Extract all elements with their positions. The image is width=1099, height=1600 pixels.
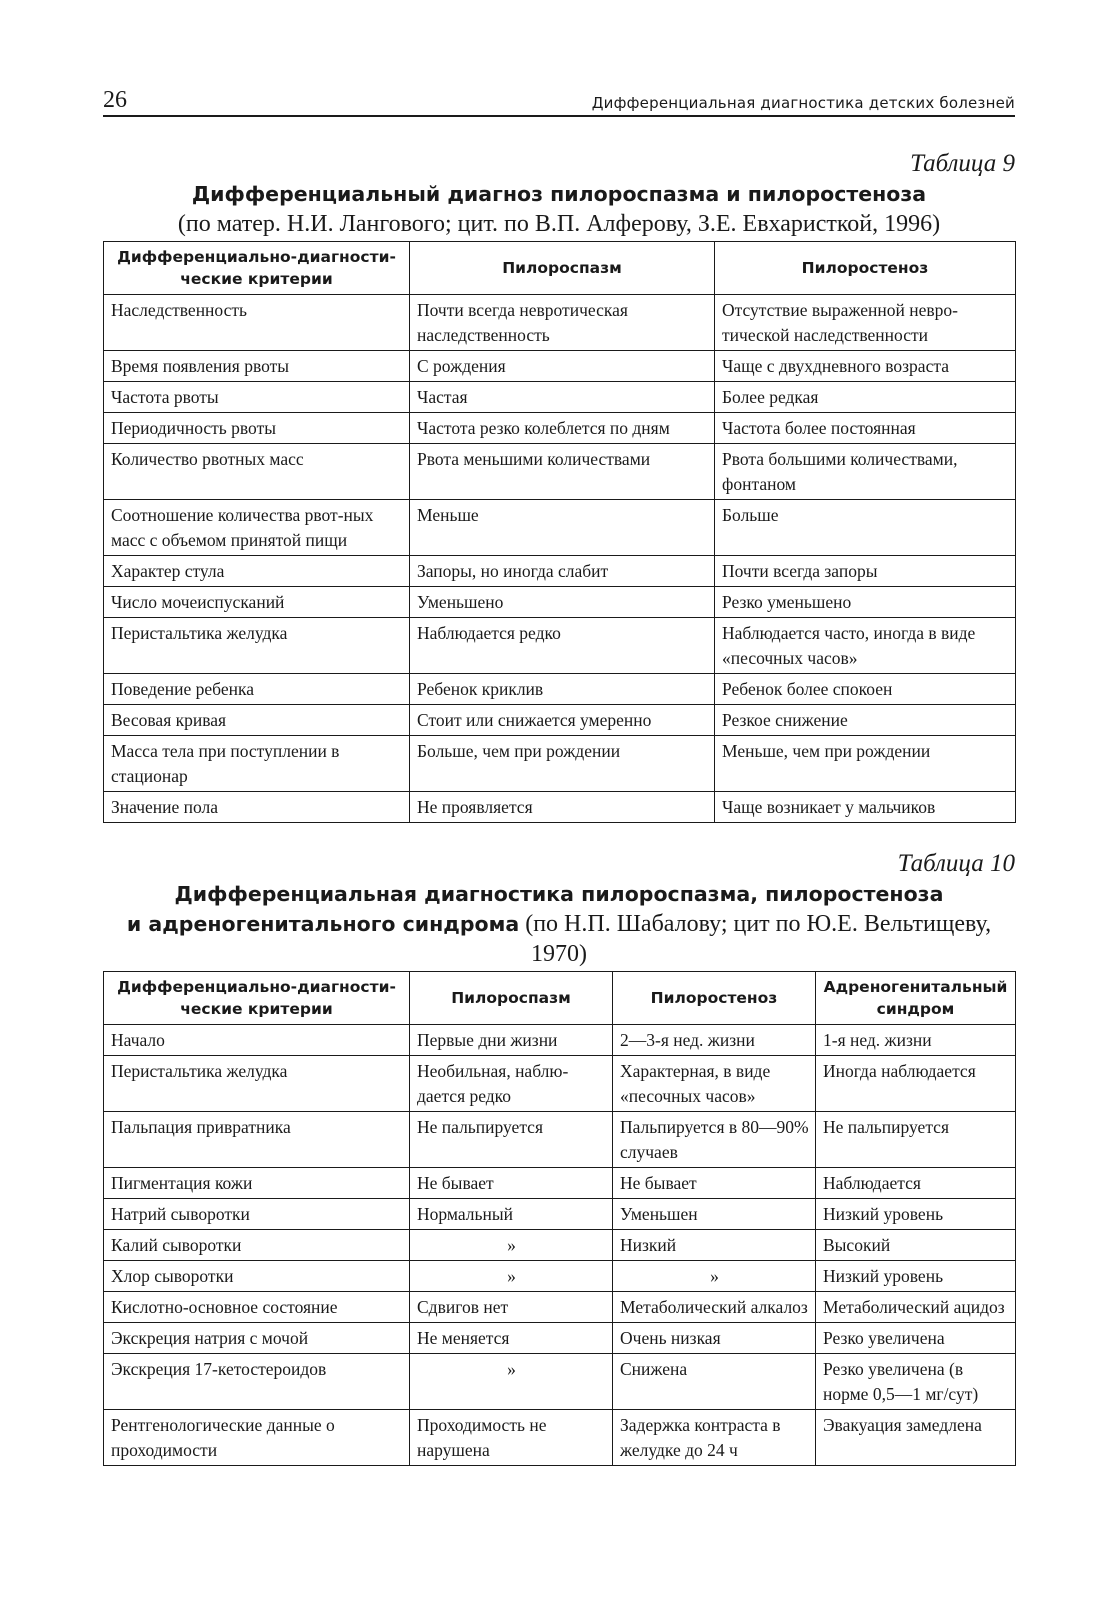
table-cell: Экскреция 17-кетостероидов [104,1354,410,1410]
table-cell: Наблюдается редко [410,618,715,674]
table-row [104,1056,1016,1112]
table-cell: Не меняется [410,1323,613,1354]
table10-source-text: (по Н.П. Шабалову; цит по Ю.Е. Вельтищеву, 1970) [519,911,992,967]
table-cell: Натрий сыворотки [104,1199,410,1230]
table-cell: Резкое снижение [715,705,1016,736]
table-cell: Наблюдается [816,1168,1016,1199]
table-cell: Частота рвоты [104,382,410,413]
table10-source [103,909,1015,969]
table-cell: Чаще возникает у мальчиков [715,792,1016,823]
table-cell: Начало [104,1025,410,1056]
table-cell: Иногда наблюдается [816,1056,1016,1112]
table-cell: Характер стула [104,556,410,587]
table-cell: Пигментация кожи [104,1168,410,1199]
table-row [104,1354,1016,1410]
table-cell: Меньше, чем при рождении [715,736,1016,792]
table-cell: Соотношение количества рвот-ных масс с объемом принятой пищи [104,500,410,556]
table-cell: Ребенок более спокоен [715,674,1016,705]
table9-source: (по матер. Н.И. Лангового; цит. по В.П. Алферову, З.Е. Евхаристкой, 1996) [177,211,941,237]
table-cell: Поведение ребенка [104,674,410,705]
table-cell: Пальпация привратника [104,1112,410,1168]
table-row [104,736,1016,792]
table-cell: Уменьшен [613,1199,816,1230]
table-row [104,792,1016,823]
table-cell: Рвота большими количествами, фонтаном [715,444,1016,500]
table-row [104,444,1016,500]
table-cell: » [410,1230,613,1261]
table-cell: Время появления рвоты [104,351,410,382]
table-cell: Частая [410,382,715,413]
table-cell: Низкий уровень [816,1261,1016,1292]
table10-header-3: Адреногенитальный синдром [816,972,1016,1025]
table-cell: Сдвигов нет [410,1292,613,1323]
table-cell: С рождения [410,351,715,382]
table-cell: Наследственность [104,295,410,351]
table-cell: Больше [715,500,1016,556]
table10-label: Таблица 10 [897,850,1015,877]
table-row [104,1292,1016,1323]
table-row [104,351,1016,382]
table-cell: Резко увеличена (в норме 0,5—1 мг/сут) [816,1354,1016,1410]
table-cell: Рвота меньшими количествами [410,444,715,500]
table-cell: 1-я нед. жизни [816,1025,1016,1056]
table-cell: Не пальпируется [410,1112,613,1168]
table-row [104,618,1016,674]
table9-title: Дифференциальный диагноз пилороспазма и пилоростеноза [191,182,927,206]
table-cell: Число мочеиспусканий [104,587,410,618]
table-cell: Первые дни жизни [410,1025,613,1056]
table-cell: Более редкая [715,382,1016,413]
table-cell: Проходимость не нарушена [410,1410,613,1466]
table-cell: Весовая кривая [104,705,410,736]
table-row [104,556,1016,587]
table-cell: Не проявляется [410,792,715,823]
table9-header-1: Пилороспазм [410,242,715,295]
table-cell: Хлор сыворотки [104,1261,410,1292]
table-cell: Больше, чем при рождении [410,736,715,792]
table-row [104,382,1016,413]
table-cell: Запоры, но иногда слабит [410,556,715,587]
table-row [104,1261,1016,1292]
table-cell: Количество рвотных масс [104,444,410,500]
table-row [104,1168,1016,1199]
table-cell: Характерная, в виде «песочных часов» [613,1056,816,1112]
table-cell: Необильная, наблю-дается редко [410,1056,613,1112]
table-cell: Резко увеличена [816,1323,1016,1354]
table10-header-2: Пилоростеноз [613,972,816,1025]
table-cell: Наблюдается часто, иногда в виде «песочных часов» [715,618,1016,674]
table-cell: Рентгенологические данные о проходимости [104,1410,410,1466]
table-cell: Не бывает [410,1168,613,1199]
page-header [103,78,1015,117]
table9-label: Таблица 9 [910,150,1015,177]
table-cell: » [410,1354,613,1410]
table-cell: » [410,1261,613,1292]
table-cell: Резко уменьшено [715,587,1016,618]
table-row [104,674,1016,705]
page [103,78,1015,1466]
table10-title-line2: и адреногенитального синдрома [126,912,520,936]
table-cell: Частота более постоянная [715,413,1016,444]
table-cell: Эвакуация замедлена [816,1410,1016,1466]
table-cell: Перистальтика желудка [104,1056,410,1112]
table-cell: Стоит или снижается умеренно [410,705,715,736]
table-cell: Перистальтика желудка [104,618,410,674]
table-row [104,1112,1016,1168]
table-cell: Не пальпируется [816,1112,1016,1168]
table-cell: Масса тела при поступлении в стационар [104,736,410,792]
table-cell: Калий сыворотки [104,1230,410,1261]
table-row [104,1230,1016,1261]
table-cell: Значение пола [104,792,410,823]
table-row [104,587,1016,618]
table-row [104,413,1016,444]
table-cell: Частота резко колеблется по дням [410,413,715,444]
table-cell: Кислотно-основное состояние [104,1292,410,1323]
table10 [103,971,1016,1466]
table-cell: Экскреция натрия с мочой [104,1323,410,1354]
table-row [104,1199,1016,1230]
table-cell: Метаболический алкалоз [613,1292,816,1323]
table-cell: Чаще с двухдневного возраста [715,351,1016,382]
table10-header-0: Дифференциально-диагности-ческие критерии [104,972,410,1025]
table-cell: 2—3-я нед. жизни [613,1025,816,1056]
table-cell: Метаболический ацидоз [816,1292,1016,1323]
table-cell: Отсутствие выраженной невро-тической наследственности [715,295,1016,351]
table-row [104,1323,1016,1354]
table-row [104,500,1016,556]
table-cell: Низкий уровень [816,1199,1016,1230]
table-cell: Почти всегда запоры [715,556,1016,587]
table10-title: Дифференциальная диагностика пилороспазма, пилоростеноза [174,882,944,906]
table-cell: Почти всегда невротическая наследственность [410,295,715,351]
table-row [104,295,1016,351]
table-cell: Уменьшено [410,587,715,618]
table10-header-1: Пилороспазм [410,972,613,1025]
page-number: 26 [103,87,127,113]
table-cell: Ребенок криклив [410,674,715,705]
table-row [104,705,1016,736]
table-cell: Нормальный [410,1199,613,1230]
table-cell: Высокий [816,1230,1016,1261]
table-cell: Задержка контраста в желудке до 24 ч [613,1410,816,1466]
table9-header-0: Дифференциально-диагности-ческие критерии [104,242,410,295]
running-title: Дифференциальная диагностика детских болезней [591,94,1015,112]
table9 [103,241,1016,823]
table-cell: Меньше [410,500,715,556]
table-cell: Периодичность рвоты [104,413,410,444]
table-cell: Не бывает [613,1168,816,1199]
table9-header-2: Пилоростеноз [715,242,1016,295]
table-cell: » [613,1261,816,1292]
table-cell: Снижена [613,1354,816,1410]
table-cell: Низкий [613,1230,816,1261]
table-row [104,1410,1016,1466]
table-cell: Пальпируется в 80—90% случаев [613,1112,816,1168]
table-row [104,1025,1016,1056]
table-cell: Очень низкая [613,1323,816,1354]
